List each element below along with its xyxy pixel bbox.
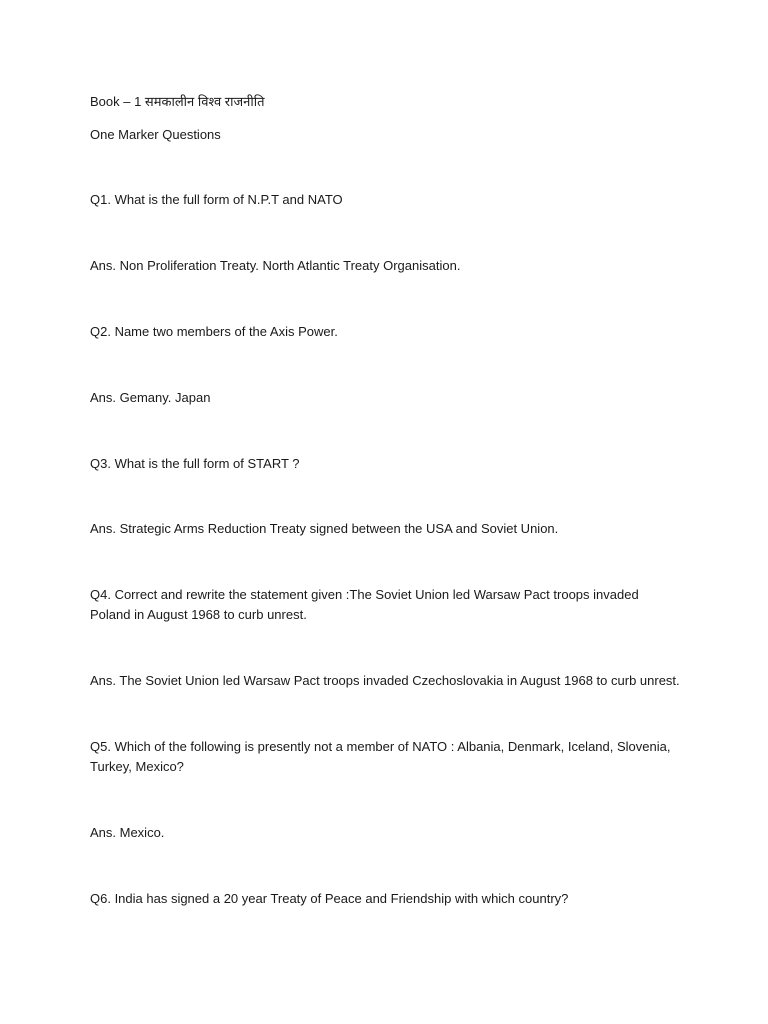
question-4: Q4. Correct and rewrite the statement given :The Soviet Union led Warsaw Pact troops invaded Poland in August 1968 to curb unrest.	[90, 587, 639, 622]
answer-1: Ans. Non Proliferation Treaty. North Atlantic Treaty Organisation.	[90, 258, 461, 273]
document-subheading: One Marker Questions	[90, 127, 221, 142]
question-2: Q2. Name two members of the Axis Power.	[90, 324, 338, 339]
question-1: Q1. What is the full form of N.P.T and NATO	[90, 192, 343, 207]
answer-3: Ans. Strategic Arms Reduction Treaty signed between the USA and Soviet Union.	[90, 521, 559, 536]
question-3: Q3. What is the full form of START ?	[90, 456, 300, 471]
document-heading: Book – 1 समकालीन विश्व राजनीति	[90, 94, 265, 109]
answer-2: Ans. Gemany. Japan	[90, 390, 211, 405]
question-5: Q5. Which of the following is presently not a member of NATO : Albania, Denmark, Iceland, Slovenia, Turkey, Mexico?	[90, 739, 671, 774]
question-6: Q6. India has signed a 20 year Treaty of Peace and Friendship with which country?	[90, 891, 569, 906]
answer-5: Ans. Mexico.	[90, 825, 165, 840]
answer-4: Ans. The Soviet Union led Warsaw Pact troops invaded Czechoslovakia in August 1968 to curb unrest.	[90, 673, 680, 688]
